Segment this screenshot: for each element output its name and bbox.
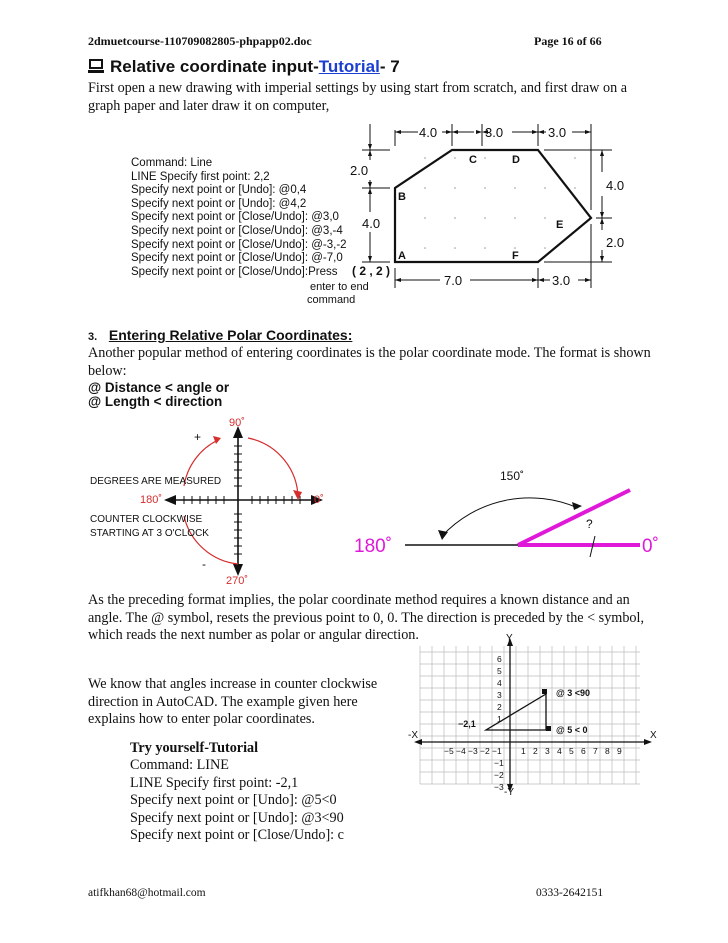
tutorial-line: Specify next point or [Undo]: @5<0 bbox=[130, 792, 337, 809]
start-point-label: −2,1 bbox=[458, 719, 476, 729]
x-tick: −1 bbox=[492, 746, 502, 756]
tutorial-line: Command: LINE bbox=[130, 757, 229, 774]
vertex-d-label: D bbox=[512, 154, 520, 166]
label-0-deg-large: 0˚ bbox=[642, 536, 659, 557]
section-number: 3. bbox=[88, 331, 98, 343]
y-tick: 5 bbox=[497, 666, 502, 676]
polygon-figure bbox=[307, 120, 640, 310]
dim-right-1: 4.0 bbox=[606, 178, 625, 193]
section-3-text: Another popular method of entering coordinates is the polar coordinate mode. The format is shown below: bbox=[88, 345, 651, 379]
x-tick-labels bbox=[444, 746, 622, 756]
counter-clockwise-text: COUNTER CLOCKWISE bbox=[90, 514, 203, 525]
dim-left-1: 2.0 bbox=[350, 163, 369, 178]
command-line: Specify next point or [Close/Undo]: @3,-4 bbox=[131, 224, 343, 237]
vertex-b-label: B bbox=[398, 191, 406, 203]
x-tick: −2 bbox=[480, 746, 490, 756]
x-tick: 3 bbox=[545, 746, 550, 756]
x-tick: −4 bbox=[456, 746, 466, 756]
label-90-deg: 90˚ bbox=[229, 417, 245, 429]
x-tick: −5 bbox=[444, 746, 454, 756]
section-title: Entering Relative Polar Coordinates: bbox=[108, 327, 353, 343]
segment-2-label: @ 3 <90 bbox=[556, 688, 591, 698]
tutorial-line: LINE Specify first point: -2,1 bbox=[130, 774, 299, 791]
command-line: Command: Line bbox=[131, 157, 213, 169]
dim-top-1: 4.0 bbox=[419, 125, 438, 140]
segment-1-label: @ 5 < 0 bbox=[556, 725, 588, 735]
label-0-deg: 0˚ bbox=[314, 494, 324, 506]
command-line: LINE Specify first point: 2,2 bbox=[131, 170, 270, 183]
paragraph-1: As the preceding format implies, the polar coordinate method requires a known distance and an angle. The @ symbol, resets the previous point to 0, 0. The direction is preceded by the < symbol, which reads the next number as polar or angular direction. bbox=[88, 592, 645, 643]
dim-top-3: 3.0 bbox=[548, 125, 567, 140]
y-tick: 1 bbox=[497, 714, 502, 724]
tutorial-heading: Try yourself-Tutorial bbox=[130, 740, 259, 756]
command-line: Specify next point or [Close/Undo]:Press bbox=[131, 265, 338, 278]
page-title bbox=[88, 57, 400, 79]
command-line: Specify next point or [Close/Undo]: @-7,0 bbox=[131, 252, 343, 265]
x-tick: −3 bbox=[468, 746, 478, 756]
minus-sign: - bbox=[202, 557, 206, 571]
title-prefix: Relative coordinate input- bbox=[110, 57, 319, 76]
tutorial-block bbox=[130, 740, 344, 844]
x-tick: 6 bbox=[581, 746, 586, 756]
command-line: Specify next point or [Close/Undo]: @3,0 bbox=[131, 211, 339, 224]
x-axis-label: X bbox=[650, 730, 657, 741]
starting-at-text: STARTING AT 3 O'CLOCK bbox=[90, 528, 209, 539]
dim-left-2: 4.0 bbox=[362, 216, 381, 231]
x-tick: 7 bbox=[593, 746, 598, 756]
x-tick: 9 bbox=[617, 746, 622, 756]
ccw-arc-top bbox=[248, 438, 298, 500]
label-150-deg: 150˚ bbox=[500, 469, 525, 483]
x-tick: 1 bbox=[521, 746, 526, 756]
polygon-outline bbox=[395, 150, 591, 262]
dim-bottom-1: 7.0 bbox=[444, 273, 463, 288]
polar-format-2: @ Length < direction bbox=[88, 394, 223, 409]
neg-y-axis-label: -Y bbox=[504, 787, 514, 798]
command-line: Specify next point or [Undo]: @4,2 bbox=[131, 197, 307, 210]
dim-right-2: 2.0 bbox=[606, 235, 625, 250]
start-point-label: ( 2 , 2 ) bbox=[352, 264, 391, 278]
tutorial-line: Specify next point or [Undo]: @3<90 bbox=[130, 809, 344, 826]
tutorial-link[interactable]: Tutorial bbox=[318, 57, 380, 76]
title-suffix: - 7 bbox=[379, 57, 400, 76]
vertex-e-label: E bbox=[556, 219, 564, 231]
x-tick: 5 bbox=[569, 746, 574, 756]
plus-sign: + bbox=[194, 430, 202, 444]
command-list bbox=[131, 157, 347, 279]
intro-paragraph: First open a new drawing with imperial settings by using start from scratch, and first draw on a graph paper and later draw it on computer, bbox=[88, 80, 628, 114]
computer-icon bbox=[88, 58, 104, 79]
command-line: Specify next point or [Close/Undo]: @-3,-2 bbox=[131, 238, 347, 251]
dim-bottom-2: 3.0 bbox=[552, 273, 571, 288]
vertex-a-label: A bbox=[398, 250, 406, 262]
vertex-f-label: F bbox=[512, 250, 519, 262]
footer-phone: 0333-2642151 bbox=[536, 887, 604, 899]
neg-x-axis-label: -X bbox=[408, 730, 418, 741]
y-tick-labels bbox=[494, 654, 504, 792]
x-tick: 8 bbox=[605, 746, 610, 756]
y-tick: −2 bbox=[494, 770, 504, 780]
y-axis-label: Y bbox=[506, 633, 513, 644]
section-3-heading bbox=[88, 327, 352, 343]
header-filename: 2dmuetcourse-110709082805-phpapp02.doc bbox=[88, 34, 312, 48]
y-tick: −3 bbox=[494, 782, 504, 792]
footer-email: atifkhan68@hotmail.com bbox=[88, 887, 206, 899]
grid-lines bbox=[420, 646, 640, 784]
command-line: Specify next point or [Undo]: @0,4 bbox=[131, 184, 307, 197]
y-tick: 4 bbox=[497, 678, 502, 688]
label-180-deg: 180˚ bbox=[140, 494, 163, 506]
label-270-deg: 270˚ bbox=[226, 575, 249, 587]
y-tick: 3 bbox=[497, 690, 502, 700]
polar-format-1: @ Distance < angle or bbox=[88, 380, 230, 395]
polar-example-grid bbox=[408, 634, 663, 796]
header-page-number: Page 16 of 66 bbox=[534, 34, 602, 48]
y-tick: 6 bbox=[497, 654, 502, 664]
tutorial-line: Specify next point or [Close/Undo]: c bbox=[130, 827, 344, 844]
angle-direction-figure bbox=[88, 414, 338, 586]
angle-150-figure bbox=[350, 462, 670, 562]
paragraph-2: We know that angles increase in counter clockwise direction in AutoCAD. The example given here explains how to enter polar coordinates. bbox=[88, 676, 378, 727]
y-tick: −1 bbox=[494, 758, 504, 768]
enter-note-1: enter to end bbox=[310, 281, 369, 293]
y-tick: 2 bbox=[497, 702, 502, 712]
dim-top-2: 3.0 bbox=[485, 125, 504, 140]
x-tick: 4 bbox=[557, 746, 562, 756]
degrees-measured-text: DEGREES ARE MEASURED bbox=[90, 476, 222, 487]
question-mark: ? bbox=[586, 517, 593, 531]
label-180-deg-large: 180˚ bbox=[354, 536, 393, 557]
x-tick: 2 bbox=[533, 746, 538, 756]
vertex-c-label: C bbox=[469, 154, 477, 166]
enter-note-2: command bbox=[307, 294, 356, 306]
